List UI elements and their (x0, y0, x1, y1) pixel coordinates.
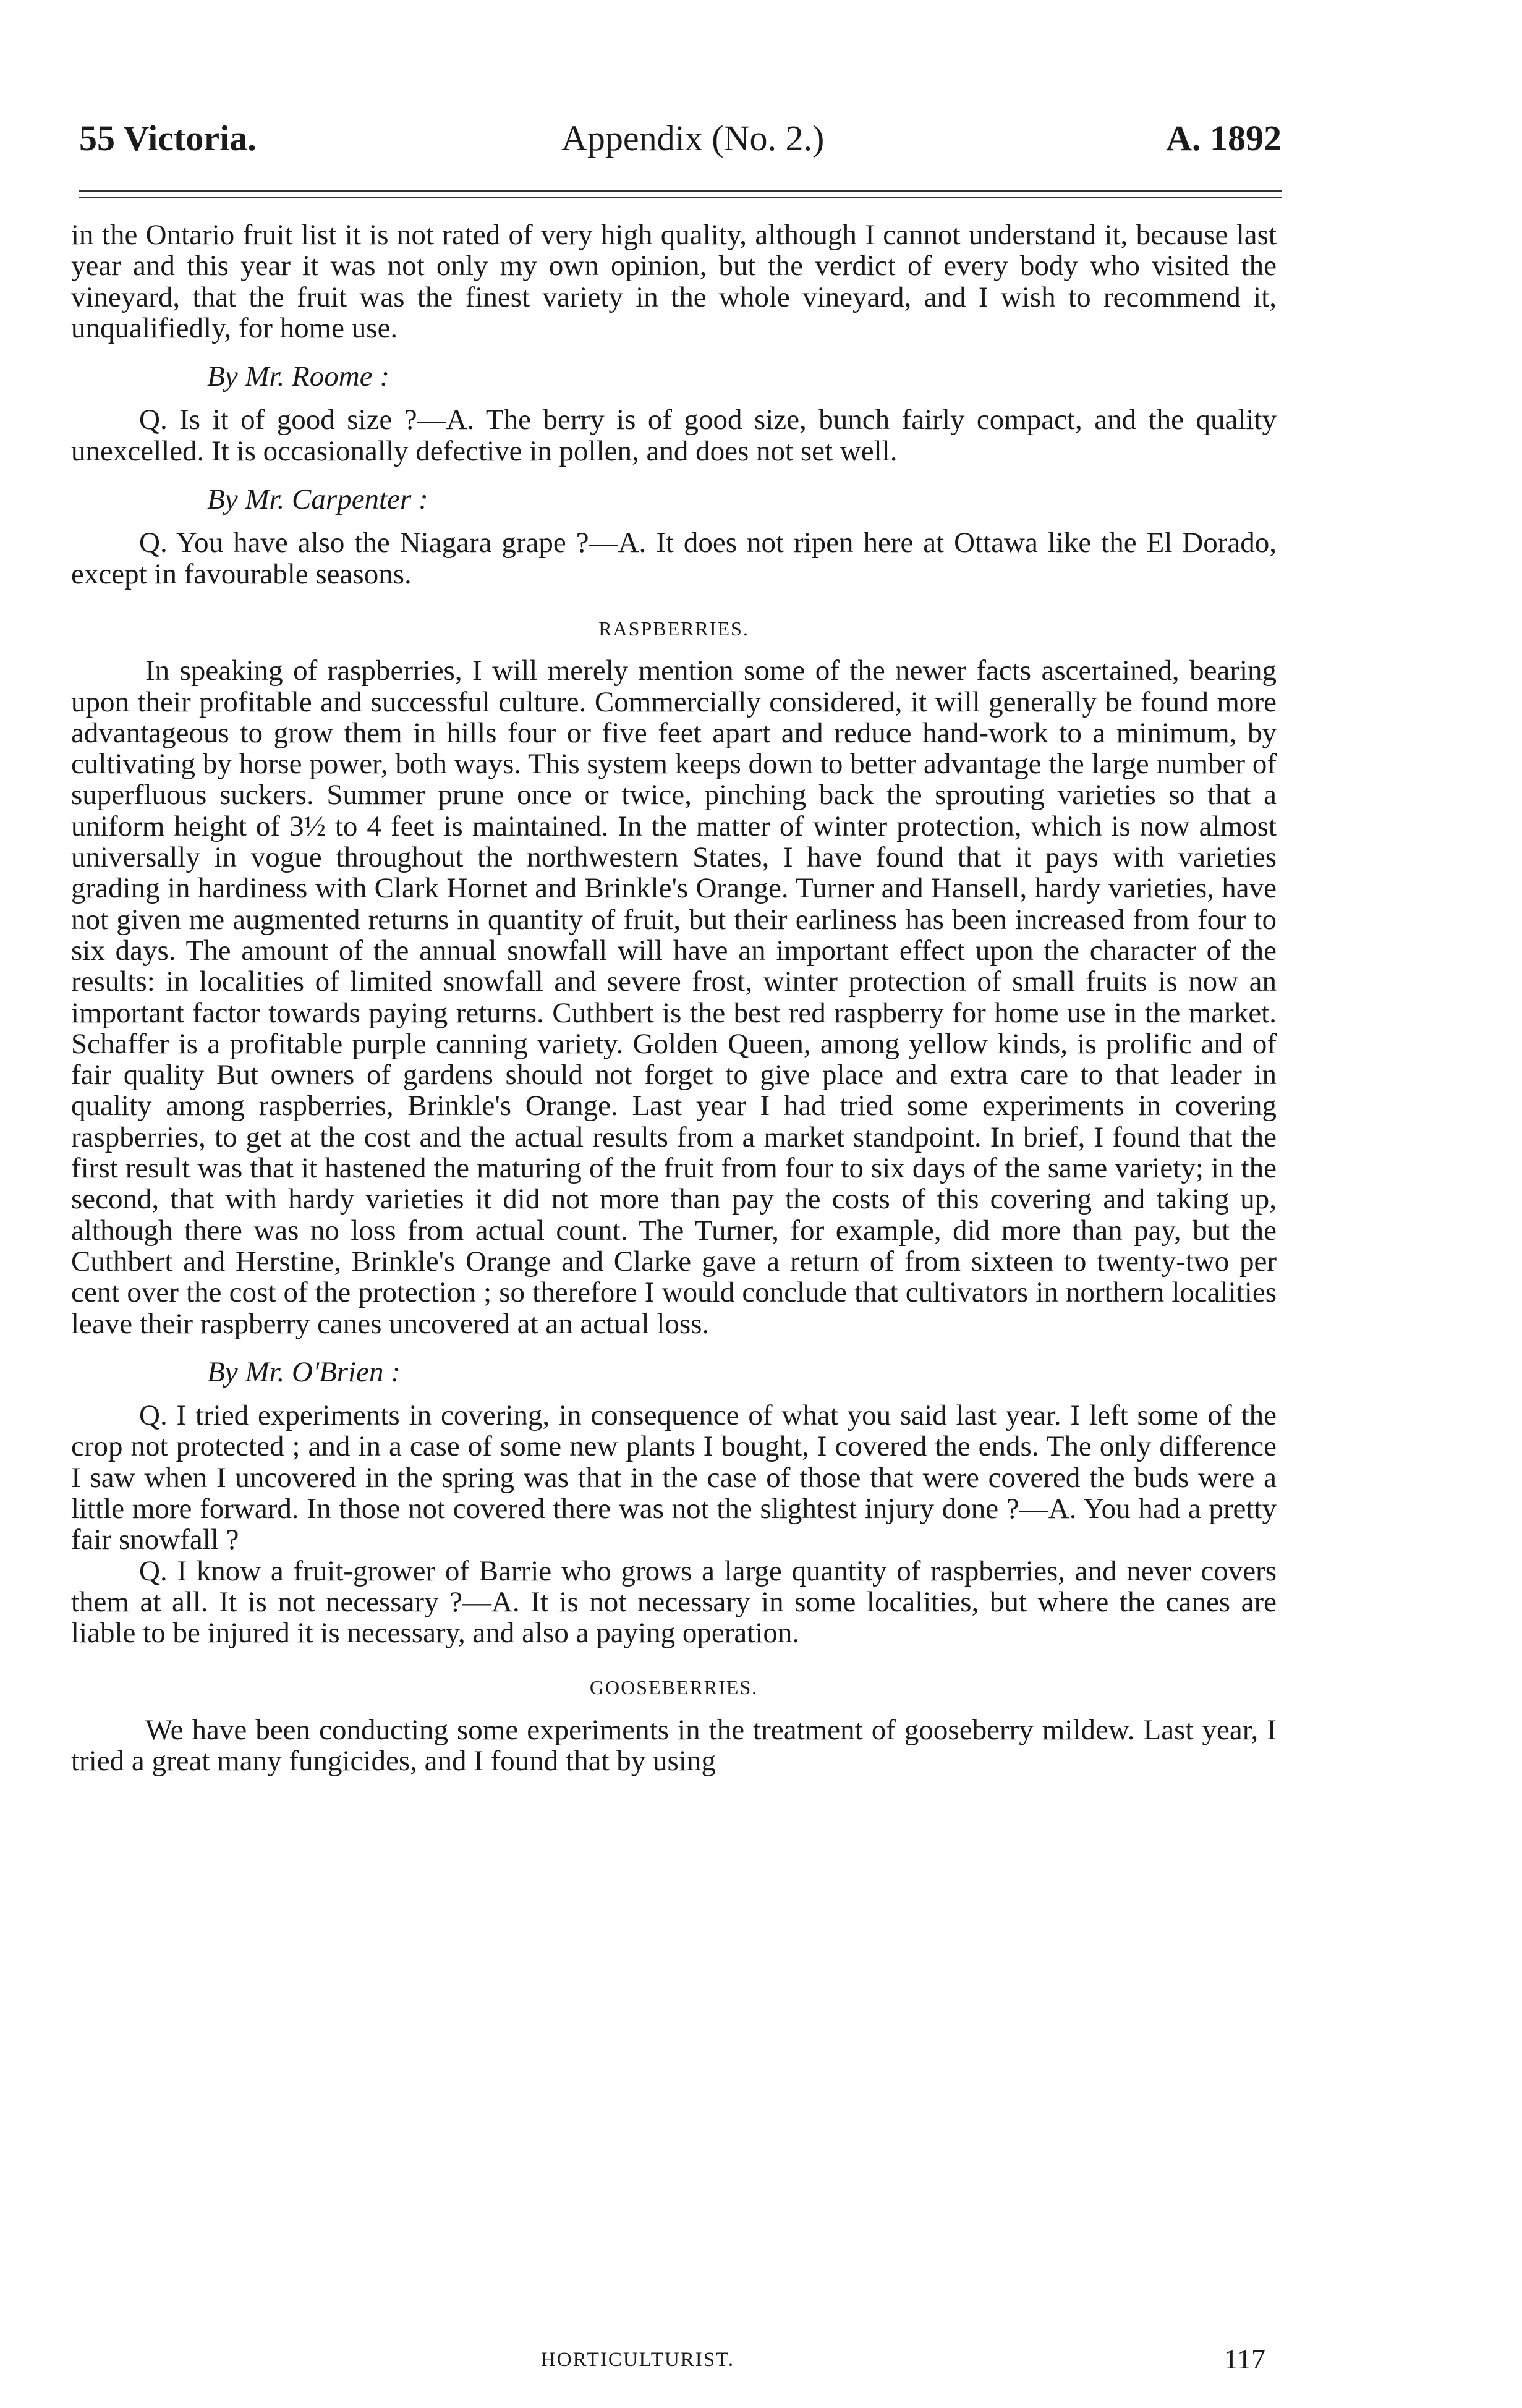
speaker-obrien: By Mr. O'Brien : (207, 1355, 401, 1388)
paragraph-continued: in the Ontario fruit list it is not rated of very high quality, although I cannot understand it, because last year and this year it was not only my own opinion, but the verdict of every body who visited the vineyard, that the fruit was the finest variety in the whole vineyard, and I wish to recommend it, unqualifiedly, for home use. (71, 219, 1277, 344)
paragraph-obrien-question-2: Q. I know a fruit-grower of Barrie who grows a large quantity of raspberries, and never covers them at all. It is not necessary ?—A. It is not necessary in some localities, but where the canes are liable to be injured it is necessary, and also a paying operation. (71, 1554, 1277, 1650)
header-appendix: Appendix (No. 2.) (561, 118, 825, 158)
paragraph-raspberries: In speaking of raspberries, I will merely mention some of the newer facts ascertained, bearing upon their profitable and successful culture. Commercially considered, it will generally be found more advantageous to grow them in hills four or five feet apart and reduce hand-work to a minimum, by cultivating by horse power, both ways. This system keeps down to better advantage the large number of superfluous suckers. Summer prune once or twice, pinching back the sprouting varieties so that a uniform height of 3½ to 4 feet is maintained. In the matter of winter protection, which is now almost universally in vogue throughout the northwestern States, I have found that it pays with varieties grading in hardiness with Clark Hornet and Brinkle's Orange. Turner and Hansell, hardy varieties, have not given me augmented returns in quantity of fruit, but their earliness has been increased from four to six days. The amount of the annual snowfall will have an important effect upon the character of the results: in localities of limited snowfall and severe frost, winter protection of small fruits is now an important factor towards paying returns. Cuthbert is the best red raspberry for home use in the market. Schaffer is a profitable purple canning variety. Golden Queen, among yellow kinds, is prolific and of fair quality But owners of gardens should not forget to give place and extra care to that leader in quality among raspberries, Brinkle's Orange. Last year I had tried some experiments in covering raspberries, to get at the cost and the actual results from a market standpoint. In brief, I found that the first result was that it hastened the maturing of the fruit from four to six days of the same variety; in the second, that with hardy varieties it did not more than pay the costs of this covering and taking up, although there was no loss from actual count. The Turner, for example, did more than pay, but the Cuthbert and Herstine, Brinkle's Orange and Clarke gave a return of from sixteen to twenty-two per cent over the cost of the protection ; so therefore I would conclude that cultivators in northern localities leave their raspberry canes uncovered at an actual loss. (71, 655, 1277, 1340)
header-year: A. 1892 (1166, 118, 1282, 158)
header-rule-bottom (79, 197, 1282, 198)
section-heading-raspberries: RASPBERRIES. (598, 617, 749, 640)
speaker-roome: By Mr. Roome : (207, 360, 389, 393)
paragraph-roome-question: Q. Is it of good size ?—A. The berry is of good size, bunch fairly compact, and the quality unexcelled. It is occasionally defective in pollen, and does not set well. (71, 404, 1277, 467)
speaker-carpenter: By Mr. Carpenter : (207, 483, 428, 516)
document-body (71, 219, 1277, 1776)
paragraph-carpenter-question: Q. You have also the Niagara grape ?—A. It does not ripen here at Ottawa like the El Dorado, except in favourable seasons. (71, 527, 1277, 590)
page-footer (71, 2342, 1277, 2380)
header-rule-top (79, 190, 1282, 192)
page-number: 117 (1223, 2343, 1265, 2375)
paragraph-obrien-question-1: Q. I tried experiments in covering, in consequence of what you said last year. I left some of the crop not protected ; and in a case of some new plants I bought, I covered the ends. The only difference I saw when I uncovered in the spring was that in the case of those that were covered the buds were a little more forward. In those not covered there was not the slightest injury done ?—A. You had a pretty fair snowfall ? (71, 1399, 1277, 1556)
paragraph-gooseberries: We have been conducting some experiments in the treatment of gooseberry mildew. Last year, I tried a great many fungicides, and I found that by using (71, 1713, 1277, 1778)
section-heading-gooseberries: GOOSEBERRIES. (589, 1676, 759, 1699)
header-session: 55 Victoria. (79, 118, 257, 158)
page-header (79, 117, 1282, 173)
footer-section-name: HORTICULTURIST. (541, 2349, 735, 2371)
